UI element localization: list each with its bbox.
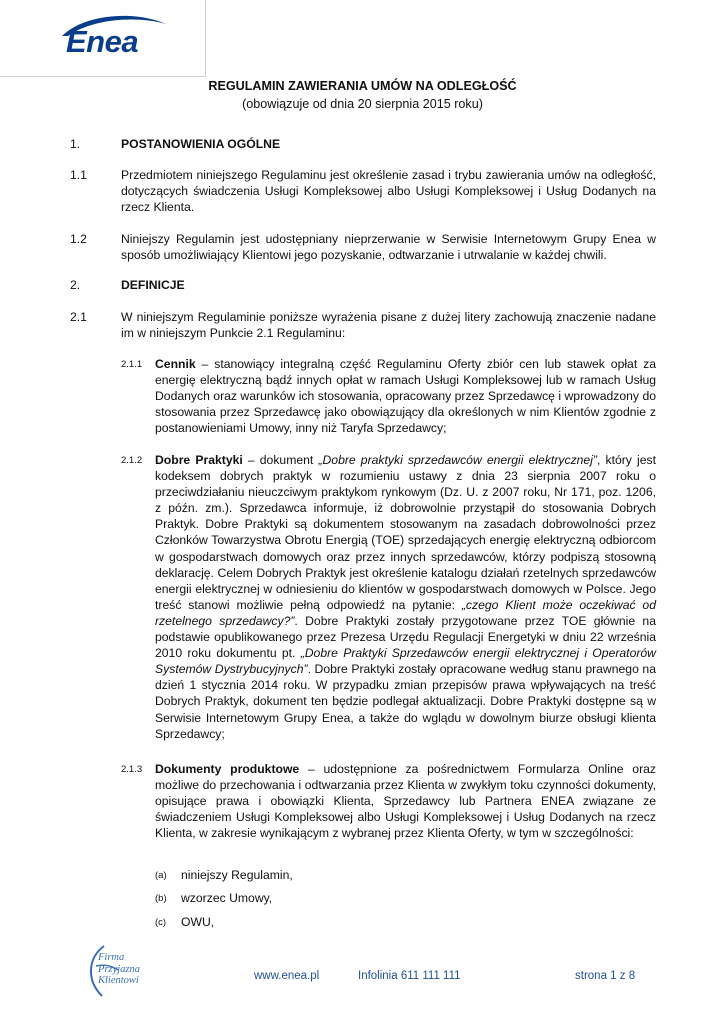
definition-text xyxy=(155,761,656,841)
definition-text xyxy=(155,452,656,742)
list-item xyxy=(155,890,272,906)
definition-2-1-3 xyxy=(121,761,656,841)
document-subtitle: (obowiązuje od dnia 20 sierpnia 2015 roku) xyxy=(242,97,483,111)
list-text: wzorzec Umowy, xyxy=(181,891,273,905)
definition-quote: „Dobre praktyki sprzedawców energii elektrycznej” xyxy=(318,453,597,467)
definition-2-1-2 xyxy=(121,452,656,742)
definition-number: 2.1.1 xyxy=(121,359,143,370)
list-text: niniejszy Regulamin, xyxy=(181,868,293,882)
definition-term: Dobre Praktyki xyxy=(155,453,243,467)
definition-quote: „czego Klient może oczekiwać od rzetelnego sprzedawcy?” xyxy=(155,597,656,628)
website-link[interactable]: www.enea.pl xyxy=(254,970,320,982)
header-divider-horizontal xyxy=(0,76,206,77)
definition-body-part: . Dobre Praktyki zostały przygotowane przez TOE głównie na podstawie opublikowanego przez Prezesa Urzędu Regulacji Energetyki w dniu 22 września 2010 roku dokumentu pt. xyxy=(155,613,656,661)
list-marker: (a) xyxy=(155,870,167,881)
definition-body-part: . Dobre Praktyki zostały opracowane według stanu prawnego na dzień 1 stycznia 2014 roku. W przypadku zmian przepisów prawa wpływających na treść Dobrych Praktyk, dokument ten będzie podlegał aktualizacji. Dobre Praktyki dostępne są w Serwisie Internetowym Grupy Enea, a także do wglądu w dowolnym biurze obsługi klienta Sprzedawcy; xyxy=(155,662,656,741)
definition-quote: „Dobre Praktyki Sprzedawców energii elektrycznej i Operatorów Systemów Dystrybucyjnych” xyxy=(155,646,656,677)
paragraph-2-1 xyxy=(70,309,656,341)
paragraph-text: Niniejszy Regulamin jest udostępniany nieprzerwanie w Serwisie Internetowym Grupy Enea w sposób umożliwiający Klientowi jego pozyskanie, odtwarzanie i utrwalanie w każdej chwili. xyxy=(121,232,656,263)
page-number: strona 1 z 8 xyxy=(575,970,636,982)
paragraph-1-2 xyxy=(70,231,656,263)
header-divider-vertical xyxy=(205,0,206,76)
definition-term: Dokumenty produktowe xyxy=(155,762,300,776)
friendly-company-logo xyxy=(82,944,152,999)
list-marker: (b) xyxy=(155,893,167,904)
hotline-text: Infolinia 611 111 111 xyxy=(358,970,461,982)
definition-2-1-1 xyxy=(121,356,656,436)
document-title: REGULAMIN ZAWIERANIA UMÓW NA ODLEGŁOŚĆ xyxy=(208,79,517,93)
enea-logo-text: Enea xyxy=(66,24,139,59)
definition-number: 2.1.2 xyxy=(121,455,143,466)
logo-line: Klientowi xyxy=(98,975,139,986)
list-item xyxy=(155,914,214,930)
section-number: 1. xyxy=(70,137,81,151)
definition-number: 2.1.3 xyxy=(121,764,143,775)
paragraph-number: 1.2 xyxy=(70,232,87,246)
section-title: DEFINICJE xyxy=(121,278,185,292)
paragraph-1-1 xyxy=(70,167,656,215)
enea-logo xyxy=(54,10,174,60)
definition-term: Cennik xyxy=(155,357,196,371)
title-block xyxy=(0,78,725,112)
friendly-company-logo-text xyxy=(98,952,158,987)
definition-body: – udostępnione za pośrednictwem Formularza Online oraz możliwe do przechowania i odtwarzania przez Klienta w zwykłym toku czynności dokumenty, opisujące prawa i obowiązki Klienta, Sprzedawcy lub Partnera ENEA związane ze świadczeniem Usługi Kompleksowej albo Usługi Kompleksowej i Usług Dodanych na rzecz Klienta, w zakresie wynikającym z wybranej przez Klienta Oferty, w tym w szczególności: xyxy=(155,762,656,841)
section-title: POSTANOWIENIA OGÓLNE xyxy=(121,137,281,151)
list-text: OWU, xyxy=(181,915,215,929)
definition-body-part: , który jest kodeksem dobrych praktyk w rozumieniu ustawy z dnia 23 sierpnia 2007 roku o przeciwdziałaniu nieuczciwym praktykom rynkowym (Dz. U. z 2007 roku, Nr 171, poz. 1206, z późn. zm.). Sprzedawca informuje, iż dobrowolnie przystąpił do stosowania Dobrych Praktyk. Dobre Praktyki są dokumentem stosowanym na zasadach dobrowolności przez Członków Towarzystwa Obrotu Energią (TOE) sprzedających energię elektryczną odbiorcom w gospodarstwach domowych oraz przez innych sprzedawców, którzy podpiszą stosowną deklarację. Celem Dobrych Praktyk jest określenie katalogu działań rzetelnych sprzedawców energii elektrycznej w odniesieniu do klientów w gospodarstwach domowych w Polsce. Jego treść stanowi możliwie pełną odpowiedź na pytanie: xyxy=(155,453,656,612)
definition-text xyxy=(155,356,656,436)
logo-line: Przyjazna xyxy=(98,963,140,975)
list-item xyxy=(155,867,293,883)
paragraph-number: 1.1 xyxy=(70,168,87,182)
paragraph-text: W niniejszym Regulaminie poniższe wyrażenia pisane z dużej litery zachowują znaczenie nadane im w niniejszym Punkcie 2.1 Regulaminu: xyxy=(121,310,656,341)
list-marker: (c) xyxy=(155,917,167,928)
section-number: 2. xyxy=(70,278,81,292)
paragraph-text: Przedmiotem niniejszego Regulaminu jest określenie zasad i trybu zawierania umów na odległość, dotyczących świadczenia Usługi Kompleksowej albo Usługi Kompleksowej i Usług Dodanych na rzecz Klienta. xyxy=(121,168,656,215)
paragraph-number: 2.1 xyxy=(70,310,87,324)
definition-body-part: – dokument xyxy=(242,453,319,467)
logo-line: Firma xyxy=(98,952,125,963)
definition-body: – stanowiący integralną część Regulaminu Oferty zbiór cen lub stawek opłat za energię elektryczną bądź innych opłat w ramach Usługi Kompleksowej lub w ramach Usług Dodanych oraz warunków ich stosowania, opracowany przez Sprzedawcę i wprowadzony do stosowania przez Sprzedawcę jako obowiązujący dla określonych w nim Klientów zgodnie z postanowieniami Umowy, inny niż Taryfa Sprzedawcy; xyxy=(155,357,656,436)
